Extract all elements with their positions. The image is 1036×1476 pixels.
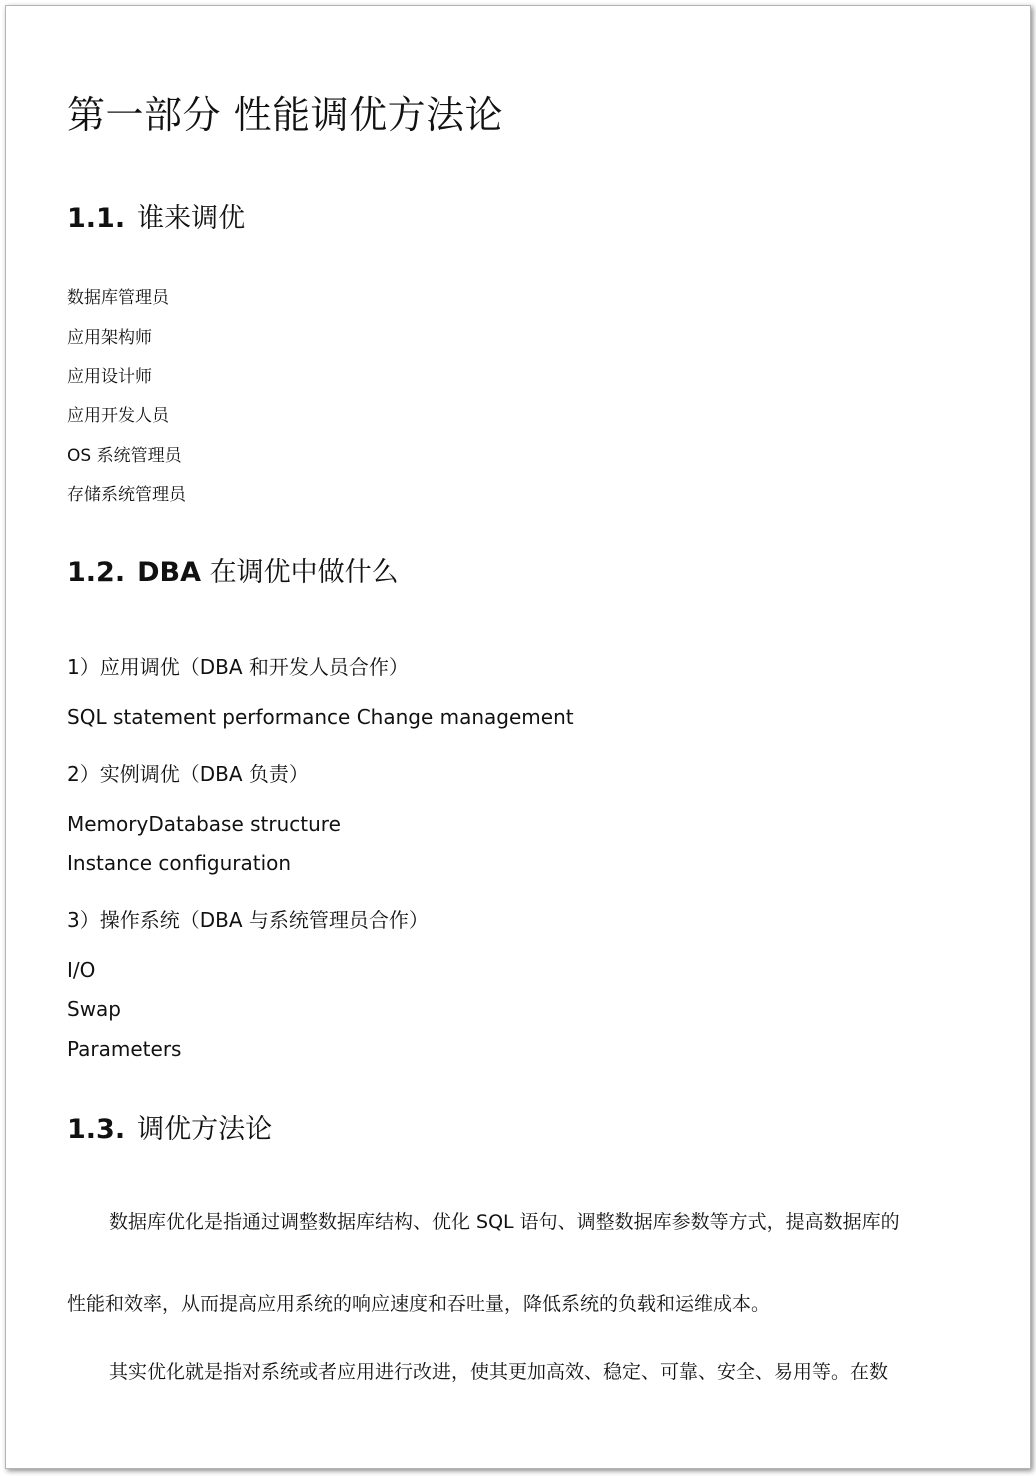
section-heading-1-3: [67, 1107, 272, 1146]
list-item: 应用设计师: [67, 367, 152, 387]
section-number: 1.2.: [67, 557, 126, 588]
section-number: 1.3.: [67, 1114, 126, 1145]
section-title: 调优方法论: [137, 1114, 273, 1145]
part-title: 第一部分 性能调优方法论: [67, 93, 504, 137]
list-item: Instance configuration: [67, 851, 292, 875]
section-number: 1.1.: [67, 203, 126, 234]
subheading-os-tuning: 3）操作系统（DBA 与系统管理员合作）: [67, 908, 429, 932]
list-item: 应用架构师: [67, 328, 152, 348]
section-heading-1-1: [67, 196, 245, 235]
list-item: Parameters: [67, 1037, 182, 1061]
list-item: I/O: [67, 958, 96, 982]
list-item: Swap: [67, 997, 122, 1021]
section-title: 谁来调优: [137, 203, 246, 234]
list-item: OS 系统管理员: [67, 446, 182, 466]
section-title: 在调优中做什么: [200, 557, 399, 588]
document-page: [5, 5, 1031, 1469]
list-item: 应用开发人员: [67, 406, 169, 426]
subheading-instance-tuning: 2）实例调优（DBA 负责）: [67, 762, 309, 786]
subheading-app-tuning: 1）应用调优（DBA 和开发人员合作）: [67, 655, 409, 679]
section-title-bold: DBA: [137, 557, 201, 588]
list-item: 存储系统管理员: [67, 485, 186, 505]
paragraph-line: 性能和效率，从而提高应用系统的响应速度和吞吐量，降低系统的负载和运维成本。: [67, 1293, 771, 1315]
paragraph-line: 其实优化就是指对系统或者应用进行改进，使其更加高效、稳定、可靠、安全、易用等。在数: [109, 1361, 889, 1383]
list-item: MemoryDatabase structure: [67, 812, 341, 836]
section-heading-1-2: [67, 550, 399, 589]
list-item: SQL statement performance Change management: [67, 705, 574, 729]
paragraph-line: 数据库优化是指通过调整数据库结构、优化 SQL 语句、调整数据库参数等方式，提高数据库的: [109, 1211, 900, 1233]
list-item: 数据库管理员: [67, 288, 169, 308]
